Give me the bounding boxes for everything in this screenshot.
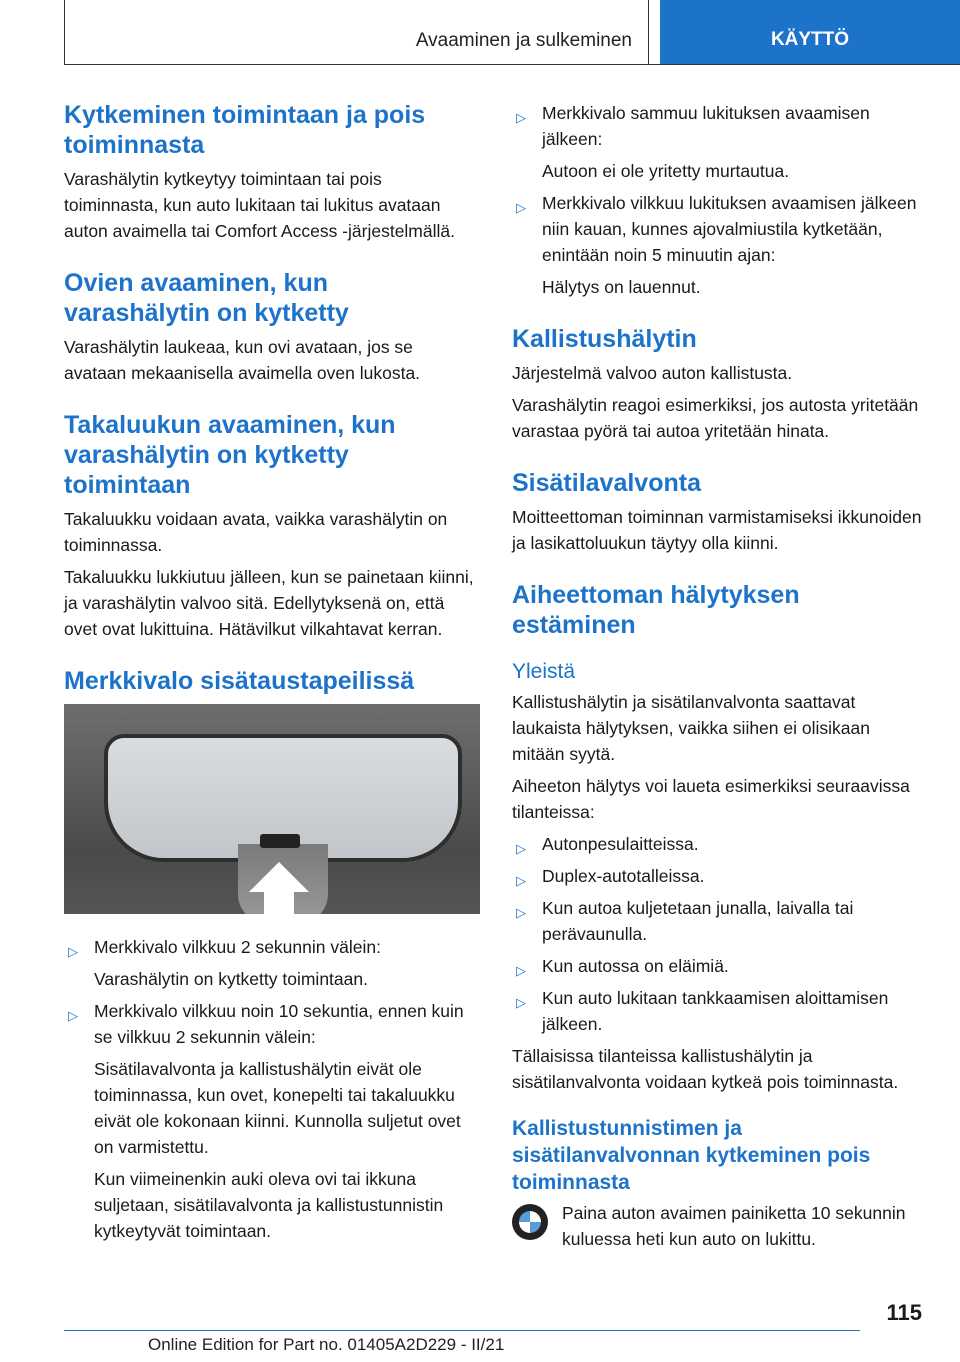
page-number: 115 <box>886 1300 922 1325</box>
heading-indicator-light: Merkkivalo sisätaustapeilissä <box>64 667 415 695</box>
list-item: ▷ Kun autoa kuljetetaan junalla, laivalla tai perävaunulla. <box>516 898 854 944</box>
heading-door-opening: Ovien avaaminen, kun varashälytin on kytketty <box>64 269 349 327</box>
text-tailgate-1: Takaluukku voidaan avata, vaikka varashälytin on toiminnassa. <box>64 509 448 555</box>
text-tailgate-2: Takaluukku lukkiutuu jälleen, kun se painetaan kiinni, ja varashälytin valvoo sitä. Edellytyksenä on, että ovet ovat lukittuina. Hätävilkut vilkahtavat kerran. <box>64 567 474 639</box>
list-item: ▷ Kun autossa on eläimiä. <box>512 953 926 979</box>
indicator-list-continued <box>512 100 926 300</box>
text-interior: Moitteettoman toiminnan varmistamiseksi ikkunoiden ja lasikattoluukun täytyy olla kiinni. <box>512 507 922 553</box>
triangle-right-icon: ▷ <box>516 963 526 978</box>
arrow-stem <box>264 890 294 914</box>
triangle-right-icon: ▷ <box>516 200 526 215</box>
text-tilt-1: Järjestelmä valvoo auton kallistusta. <box>512 363 793 383</box>
triangle-right-icon: ▷ <box>68 944 78 959</box>
triangle-right-icon: ▷ <box>516 905 526 920</box>
rearview-mirror-figure <box>64 704 480 914</box>
arrow-up-icon <box>249 862 309 892</box>
subheading-general: Yleistä <box>512 660 576 683</box>
header-left-line <box>64 0 65 65</box>
heading-tilt-alarm: Kallistushälytin <box>512 325 697 353</box>
right-column <box>512 100 926 1258</box>
triangle-right-icon: ▷ <box>516 873 526 888</box>
indicator-led <box>260 834 300 848</box>
heading-activation: Kytkeminen toimintaan ja pois toiminnasta <box>64 101 426 159</box>
triangle-right-icon: ▷ <box>68 1008 78 1023</box>
text-false-alarm-3: Tällaisissa tilanteissa kallistushälytin ja sisätilanvalvonta voidaan kytkeä pois toiminnasta. <box>512 1046 899 1092</box>
text-false-alarm-2: Aiheeton hälytys voi laueta esimerkiksi seuraavissa tilanteissa: <box>512 776 910 822</box>
indicator-list <box>64 934 480 1244</box>
heading-false-alarm: Aiheettoman hälytyksen estäminen <box>512 581 800 639</box>
footer-edition: Online Edition for Part no. 01405A2D229 - II/21 <box>148 1335 505 1354</box>
text-false-alarm-1: Kallistushälytin ja sisätilanvalvonta saattavat laukaista hälytyksen, vaikka siihen ei olisikaan mitään syytä. <box>512 692 870 764</box>
subheading-deactivate: Kallistustunnistimen ja sisätilanvalvonnan kytkeminen pois toiminnasta <box>512 1117 871 1194</box>
text-activation: Varashälytin kytkeytyy toimintaan tai pois toiminnasta, kun auto lukitaan tai lukitus avataan auton avaimella tai Comfort Access -järjestelmällä. <box>64 169 455 241</box>
situations-list <box>512 831 926 1037</box>
list-item: ▷ Merkkivalo vilkkuu lukituksen avaamisen jälkeen niin kauan, kunnes ajovalmiustila kytketään, enintään noin 5 minuutin ajan: Hälytys on lauennut. <box>516 193 917 297</box>
list-item: ▷ Duplex-autotalleissa. <box>512 863 926 889</box>
text-door-opening: Varashälytin laukeaa, kun ovi avataan, jos se avataan mekaanisella avaimella oven lukosta. <box>64 337 421 383</box>
triangle-right-icon: ▷ <box>516 841 526 856</box>
text-key-instruction: Paina auton avaimen painiketta 10 sekunnin kuluessa heti kun auto on lukittu. <box>562 1203 906 1249</box>
list-item: ▷ Merkkivalo vilkkuu noin 10 sekuntia, ennen kuin se vilkkuu 2 sekunnin välein: Sisätilavalvonta ja kallistushälytin eivät ole toiminnassa, kun ovet, konepelti tai takaluukku eivät ole kokonaan kiinni. Kunnolla suljetut ovet on varmistettu. Kun viimeinenkin auki oleva ovi tai ikkuna suljetaan, sisätilavalvonta ja kallistustunnistin kytkeytyvät toimintaan. <box>68 1001 464 1241</box>
header-chapter-tab: KÄYTTÖ <box>660 0 960 64</box>
header-section-title: Avaaminen ja sulkeminen <box>415 30 632 51</box>
header-divider-line <box>648 0 649 65</box>
key-instruction <box>512 1200 926 1258</box>
triangle-right-icon: ▷ <box>516 110 526 125</box>
heading-tailgate-opening: Takaluukun avaaminen, kun varashälytin on kytketty toimintaan <box>64 411 396 499</box>
text-tilt-2: Varashälytin reagoi esimerkiksi, jos autosta yritetään varastaa pyörä tai autoa yritetään hinata. <box>512 395 919 441</box>
header-rule <box>64 64 960 65</box>
heading-interior-monitoring: Sisätilavalvonta <box>512 469 701 497</box>
list-item: ▷ Kun auto lukitaan tankkaamisen aloittamisen jälkeen. <box>516 988 889 1034</box>
left-column <box>64 100 480 1250</box>
list-item: ▷ Merkkivalo vilkkuu 2 sekunnin välein: Varashälytin on kytketty toimintaan. <box>68 937 381 989</box>
list-item: ▷ Merkkivalo sammuu lukituksen avaamisen jälkeen: Autoon ei ole yritetty murtautua. <box>516 103 870 181</box>
triangle-right-icon: ▷ <box>516 995 526 1010</box>
list-item: ▷ Autonpesulaitteissa. <box>512 831 926 857</box>
bmw-logo-icon <box>512 1204 548 1240</box>
footer-rule <box>64 1330 860 1331</box>
